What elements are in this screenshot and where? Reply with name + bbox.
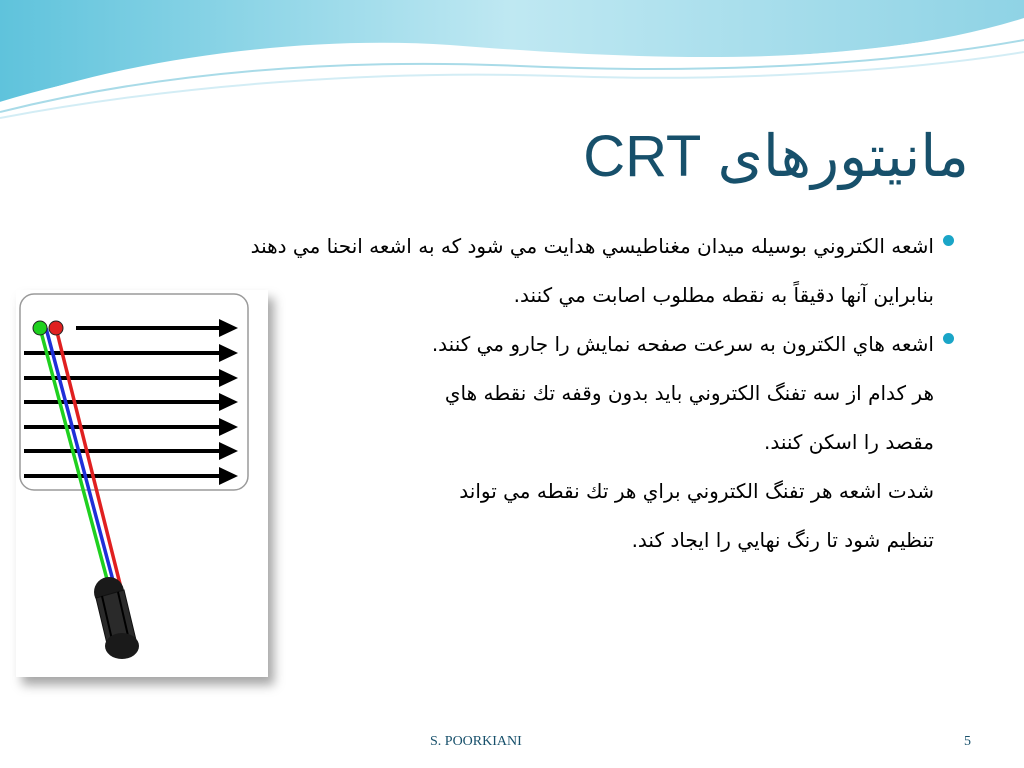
green-dot: [33, 321, 47, 335]
bullet-line: بنابراین آنها دقیقاً به نقطه مطلوب اصابت مي كنند.: [513, 283, 934, 307]
slide-title: مانیتورهای CRT: [583, 124, 969, 189]
paragraph-line: شدت اشعه هر تفنگ الكتروني براي هر تك نقطه مي تواند: [459, 479, 934, 503]
bullet-line: اشعه الكتروني بوسيله ميدان مغناطيسي هدايت مي شود كه به اشعه انحنا مي دهند: [250, 234, 934, 258]
page-number: 5: [964, 734, 971, 749]
red-dot: [49, 321, 63, 335]
bullet-line: مقصد را اسكن كنند.: [764, 430, 934, 454]
electron-gun: [94, 577, 139, 659]
crt-diagram-figure: [16, 290, 268, 677]
crt-electron-gun-diagram-icon: [16, 290, 268, 677]
paragraph-line: تنظيم شود تا رنگ نهايي را ايجاد كند.: [631, 528, 934, 552]
bullet-line: هر كدام از سه تفنگ الكتروني بايد بدون وقفه تك نقطه هاي: [444, 381, 934, 405]
footer-author: S. POORKIANI: [430, 734, 522, 749]
header-wave-decoration: [0, 0, 1024, 130]
bullet-line: اشعه هاي الكترون به سرعت صفحه نمايش را جارو مي كنند.: [431, 332, 934, 356]
